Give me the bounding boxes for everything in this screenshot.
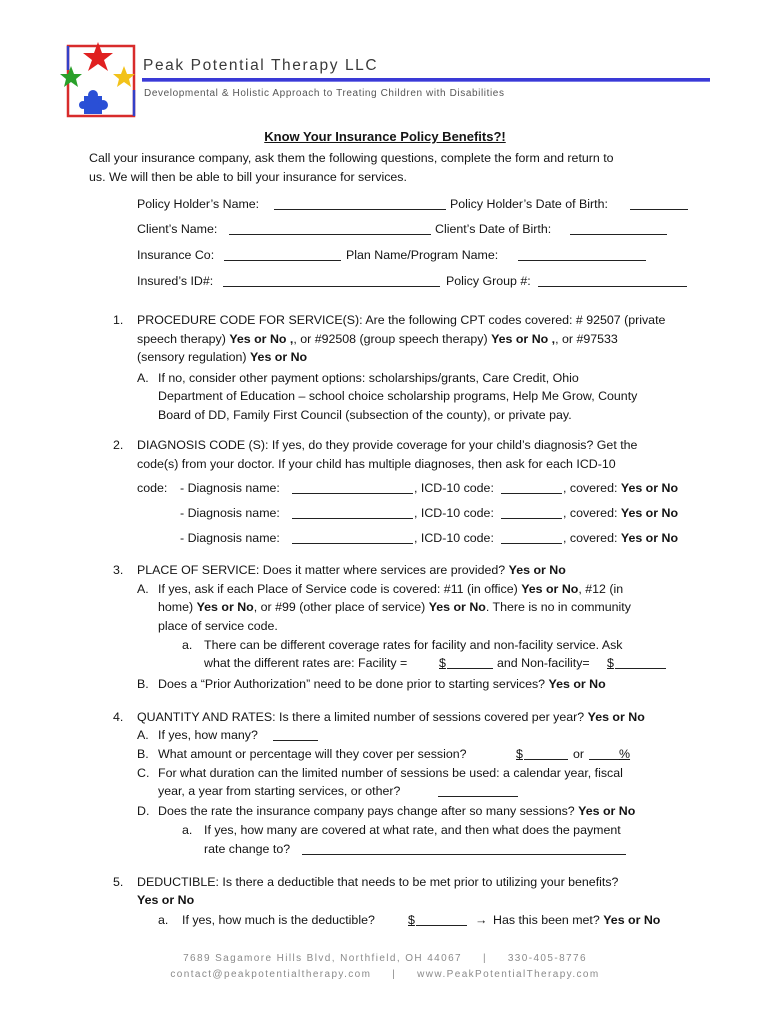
section-3-aa-line-1: There can be different coverage rates for facility and non-facility service. Ask xyxy=(204,638,623,652)
section-4-da-line-1: If yes, how many are covered at what rate, and then what does the payment xyxy=(204,823,621,837)
icd10-code-label: , ICD-10 code: xyxy=(414,481,494,495)
yes-no-option[interactable]: Yes or No xyxy=(620,481,679,495)
plan-name-field[interactable] xyxy=(518,260,646,261)
percent-sign: % xyxy=(619,747,631,761)
diagnosis-name-label: - Diagnosis name: xyxy=(180,506,280,520)
section-2-line-2: code(s) from your doctor. If your child has multiple diagnoses, then ask for each ICD-10 xyxy=(137,457,616,471)
diagnosis-name-field[interactable] xyxy=(292,543,413,544)
section-4-c-line-1: For what duration can the limited number of sessions be used: a calendar year, fiscal xyxy=(158,766,623,780)
section-3-line-1: PLACE OF SERVICE: Does it matter where services are provided? Yes or No xyxy=(137,563,566,577)
icd10-code-field[interactable] xyxy=(501,518,562,519)
section-4-da-line-2: rate change to? xyxy=(204,842,291,856)
policy-holder-name-field[interactable] xyxy=(274,209,446,210)
icd10-code-field[interactable] xyxy=(501,543,562,544)
section-1-a-line-2: Department of Education – school choice scholarship programs, Help Me Grow, County xyxy=(158,389,638,403)
section-4-c-line-2: year, a year from starting services, or other? xyxy=(158,784,401,798)
yes-no-option[interactable]: Yes or No xyxy=(249,350,308,364)
icd10-code-label: , ICD-10 code: xyxy=(414,531,494,545)
icd10-code-label: , ICD-10 code: xyxy=(414,506,494,520)
footer-address-line: 7689 Sagamore Hills Blvd, Northfield, OH 44067 | 330-405-8776 xyxy=(183,953,587,964)
green-star-icon xyxy=(60,66,82,87)
section-3-a-line-1: If yes, ask if each Place of Service code is covered: #11 (in office) Yes or No, #12 (in xyxy=(158,582,624,596)
document-title: Know Your Insurance Policy Benefits?! xyxy=(264,129,506,144)
section-1-a-label: A. xyxy=(137,371,149,385)
section-1-a-line-1: If no, consider other payment options: scholarships/grants, Care Credit, Ohio xyxy=(158,371,579,385)
session-amount-field[interactable] xyxy=(524,759,568,760)
section-3-aa-line-2: what the different rates are: Facility = xyxy=(204,656,408,670)
sessions-per-year-field[interactable] xyxy=(273,740,318,741)
section-2-code-label: code: xyxy=(137,481,168,495)
rate-change-field[interactable] xyxy=(302,854,626,855)
section-5-a-label: a. xyxy=(158,913,169,927)
section-4-a-label: A. xyxy=(137,728,149,742)
non-facility-dollar-sign: $ xyxy=(607,656,614,670)
deductible-dollar-sign: $ xyxy=(408,913,415,927)
yes-no-option[interactable]: Yes or No xyxy=(548,677,606,691)
section-4-number: 4. xyxy=(113,710,124,724)
yes-no-option[interactable]: Yes or No , xyxy=(491,332,556,346)
section-5-line-1: DEDUCTIBLE: Is there a deductible that needs to be met prior to utilizing your benefits? xyxy=(137,875,619,889)
policy-holder-name-label: Policy Holder’s Name: xyxy=(137,197,260,211)
section-1-line-2: speech therapy) Yes or No ,, or #92508 (group speech therapy) Yes or No ,, or #97533 xyxy=(137,332,618,346)
icd10-code-field[interactable] xyxy=(501,493,562,494)
section-4-c-label: C. xyxy=(137,766,150,780)
insured-id-field[interactable] xyxy=(223,286,440,287)
diagnosis-name-label: - Diagnosis name: xyxy=(180,481,280,495)
section-4-b-label: B. xyxy=(137,747,149,761)
non-facility-rate-field[interactable] xyxy=(615,668,666,669)
footer-contact-line: contact@peakpotentialtherapy.com | www.PeakPotentialTherapy.com xyxy=(170,969,600,980)
puzzle-piece-icon xyxy=(79,90,108,114)
session-percent-field[interactable] xyxy=(589,759,619,760)
intro-line-1: Call your insurance company, ask them the following questions, complete the form and return to xyxy=(89,151,614,165)
section-1-line-1: PROCEDURE CODE FOR SERVICE(S): Are the following CPT codes covered: # 92507 (private xyxy=(137,313,666,327)
client-name-label: Client’s Name: xyxy=(137,222,218,236)
diagnosis-name-field[interactable] xyxy=(292,493,413,494)
footer-website[interactable]: www.PeakPotentialTherapy.com xyxy=(417,969,600,980)
policy-holder-dob-label: Policy Holder’s Date of Birth: xyxy=(450,197,608,211)
arrow-right-icon: → xyxy=(475,913,488,927)
company-name: Peak Potential Therapy LLC xyxy=(143,57,379,74)
policy-group-label: Policy Group #: xyxy=(446,274,531,288)
company-tagline: Developmental & Holistic Approach to Treating Children with Disabilities xyxy=(144,88,505,99)
client-dob-field[interactable] xyxy=(570,234,667,235)
section-4-da-label: a. xyxy=(182,823,193,837)
header-rule xyxy=(142,78,710,82)
company-logo xyxy=(56,40,140,122)
insurance-co-field[interactable] xyxy=(224,260,341,261)
section-3-aa-label: a. xyxy=(182,638,193,652)
section-4-line-1: QUANTITY AND RATES: Is there a limited number of sessions covered per year? Yes or No xyxy=(137,710,645,724)
insured-id-label: Insured’s ID#: xyxy=(137,274,214,288)
yellow-star-icon xyxy=(113,66,135,87)
diagnosis-name-label: - Diagnosis name: xyxy=(180,531,280,545)
client-dob-label: Client’s Date of Birth: xyxy=(435,222,552,236)
yes-no-option[interactable]: Yes or No xyxy=(587,710,645,724)
facility-dollar-sign: $ xyxy=(439,656,446,670)
policy-group-field[interactable] xyxy=(538,286,687,287)
session-dollar-sign: $ xyxy=(516,747,523,761)
section-1-number: 1. xyxy=(113,313,124,327)
insurance-co-label: Insurance Co: xyxy=(137,248,215,262)
client-name-field[interactable] xyxy=(229,234,431,235)
non-facility-label: and Non-facility= xyxy=(497,656,590,670)
deductible-met-label: Has this been met? Yes or No xyxy=(493,913,661,927)
yes-no-option[interactable]: Yes or No xyxy=(620,506,679,520)
intro-line-2: us. We will then be able to bill your insurance for services. xyxy=(89,170,407,184)
section-4-d-label: D. xyxy=(137,804,150,818)
facility-rate-field[interactable] xyxy=(447,668,493,669)
section-4-a-line-1: If yes, how many? xyxy=(158,728,258,742)
policy-holder-dob-field[interactable] xyxy=(630,209,688,210)
footer-address: 7689 Sagamore Hills Blvd, Northfield, OH 44067 xyxy=(183,953,463,964)
section-1-a-line-3: Board of DD, Family First Council (subsection of the county), or private pay. xyxy=(158,408,572,422)
covered-label: , covered: Yes or No xyxy=(563,506,679,520)
yes-no-option[interactable]: Yes or No xyxy=(508,563,566,577)
yes-no-option[interactable]: Yes or No xyxy=(578,804,636,818)
section-4-d-line-1: Does the rate the insurance company pays change after so many sessions? Yes or No xyxy=(158,804,636,818)
section-2-number: 2. xyxy=(113,438,124,452)
deductible-amount-field[interactable] xyxy=(416,925,467,926)
section-4-b-line-1: What amount or percentage will they cover per session? xyxy=(158,747,467,761)
section-3-number: 3. xyxy=(113,563,124,577)
section-3-a-line-3: place of service code. xyxy=(158,619,278,633)
plan-name-label: Plan Name/Program Name: xyxy=(346,248,499,262)
section-1-line-3: (sensory regulation) Yes or No xyxy=(137,350,308,364)
diagnosis-name-field[interactable] xyxy=(292,518,413,519)
yes-no-option[interactable]: Yes or No xyxy=(196,600,254,614)
section-3-a-line-2: home) Yes or No, or #99 (other place of service) Yes or No. There is no in community xyxy=(158,600,631,614)
section-3-b-line-1: Does a “Prior Authorization” need to be done prior to starting services? Yes or No xyxy=(158,677,606,691)
section-3-b-label: B. xyxy=(137,677,149,691)
section-5-number: 5. xyxy=(113,875,124,889)
yes-no-option[interactable]: Yes or No xyxy=(620,531,679,545)
section-5-a-line-1: If yes, how much is the deductible? xyxy=(182,913,375,927)
yes-no-option[interactable]: Yes or No xyxy=(428,600,486,614)
covered-label: , covered: Yes or No xyxy=(563,481,679,495)
section-2-line-1: DIAGNOSIS CODE (S): If yes, do they provide coverage for your child’s diagnosis? Get the xyxy=(137,438,638,452)
duration-other-field[interactable] xyxy=(438,796,518,797)
amount-or-label: or xyxy=(573,747,585,761)
yes-no-option[interactable]: Yes or No xyxy=(603,913,661,927)
footer-phone: 330-405-8776 xyxy=(507,953,587,964)
section-3-a-label: A. xyxy=(137,582,149,596)
footer-email[interactable]: contact@peakpotentialtherapy.com xyxy=(170,969,372,980)
yes-no-option[interactable]: Yes or No xyxy=(137,893,195,907)
covered-label: , covered: Yes or No xyxy=(563,531,679,545)
yes-no-option[interactable]: Yes or No , xyxy=(229,332,294,346)
yes-no-option[interactable]: Yes or No xyxy=(521,582,579,596)
